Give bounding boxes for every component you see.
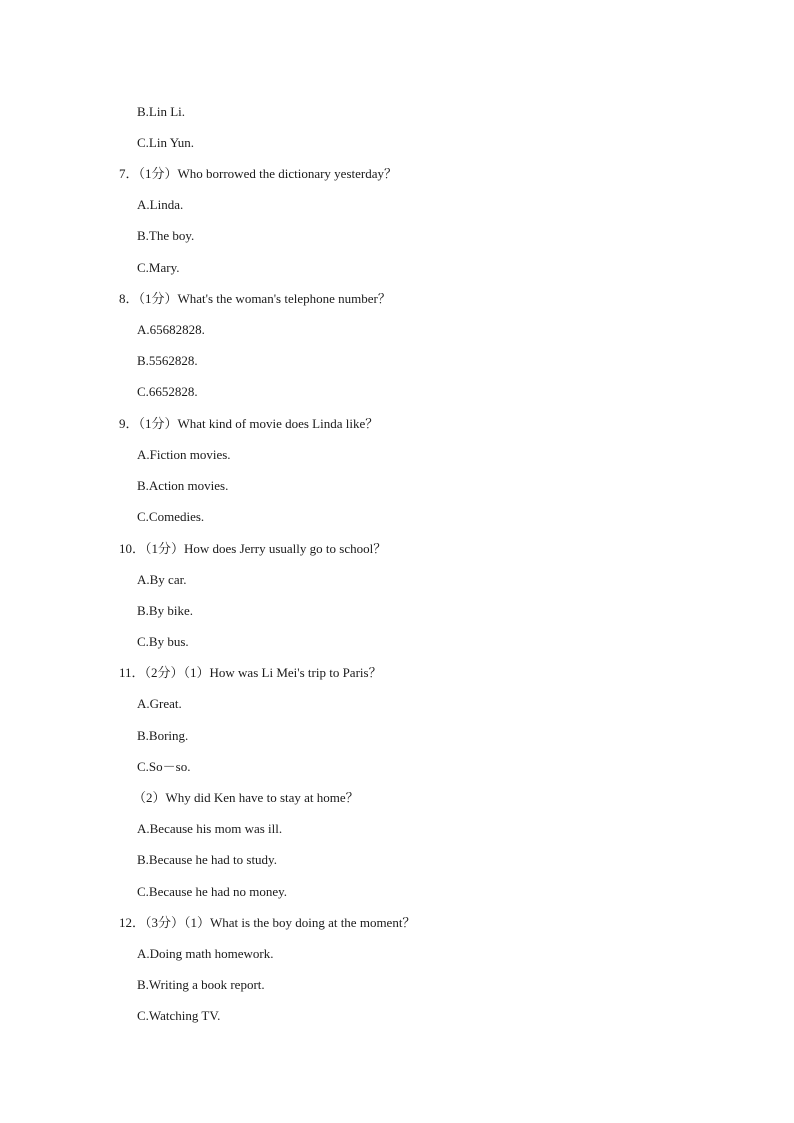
question-7: 7．（1分）Who borrowed the dictionary yesterday？ bbox=[119, 166, 397, 181]
q8-option-c: C.6652828. bbox=[137, 384, 198, 399]
q12-1-option-a: A.Doing math homework. bbox=[137, 946, 274, 961]
question-11: 11．（2分）（1）How was Li Mei's trip to Paris？ bbox=[119, 665, 382, 680]
q8-option-a: A.65682828. bbox=[137, 322, 205, 337]
q9-option-a: A.Fiction movies. bbox=[137, 447, 231, 462]
question-12: 12．（3分）（1）What is the boy doing at the moment？ bbox=[119, 915, 416, 930]
q8-option-b: B.5562828. bbox=[137, 353, 198, 368]
q11-2-option-b: B.Because he had to study. bbox=[137, 852, 277, 867]
q10-option-b: B.By bike. bbox=[137, 603, 193, 618]
q10-option-a: A.By car. bbox=[137, 572, 187, 587]
q11-1-option-c: C.So－so. bbox=[137, 759, 191, 774]
question-10: 10．（1分）How does Jerry usually go to school？ bbox=[119, 541, 387, 556]
q11-1-option-b: B.Boring. bbox=[137, 728, 189, 743]
question-9: 9．（1分）What kind of movie does Linda like？ bbox=[119, 416, 379, 431]
q6-option-c: C.Lin Yun. bbox=[137, 135, 194, 150]
q6-option-b: B.Lin Li. bbox=[137, 104, 186, 119]
q7-option-a: A.Linda. bbox=[137, 197, 184, 212]
question-11-part-2: （2）Why did Ken have to stay at home？ bbox=[133, 790, 359, 805]
q11-2-option-c: C.Because he had no money. bbox=[137, 884, 288, 899]
q9-option-b: B.Action movies. bbox=[137, 478, 229, 493]
question-8: 8．（1分）What's the woman's telephone number？ bbox=[119, 291, 391, 306]
q11-2-option-a: A.Because his mom was ill. bbox=[137, 821, 283, 836]
q10-option-c: C.By bus. bbox=[137, 634, 189, 649]
q7-option-b: B.The boy. bbox=[137, 228, 195, 243]
q9-option-c: C.Comedies. bbox=[137, 509, 205, 524]
q12-1-option-c: C.Watching TV. bbox=[137, 1008, 221, 1023]
q11-1-option-a: A.Great. bbox=[137, 696, 182, 711]
q12-1-option-b: B.Writing a book report. bbox=[137, 977, 265, 992]
q7-option-c: C.Mary. bbox=[137, 260, 180, 275]
